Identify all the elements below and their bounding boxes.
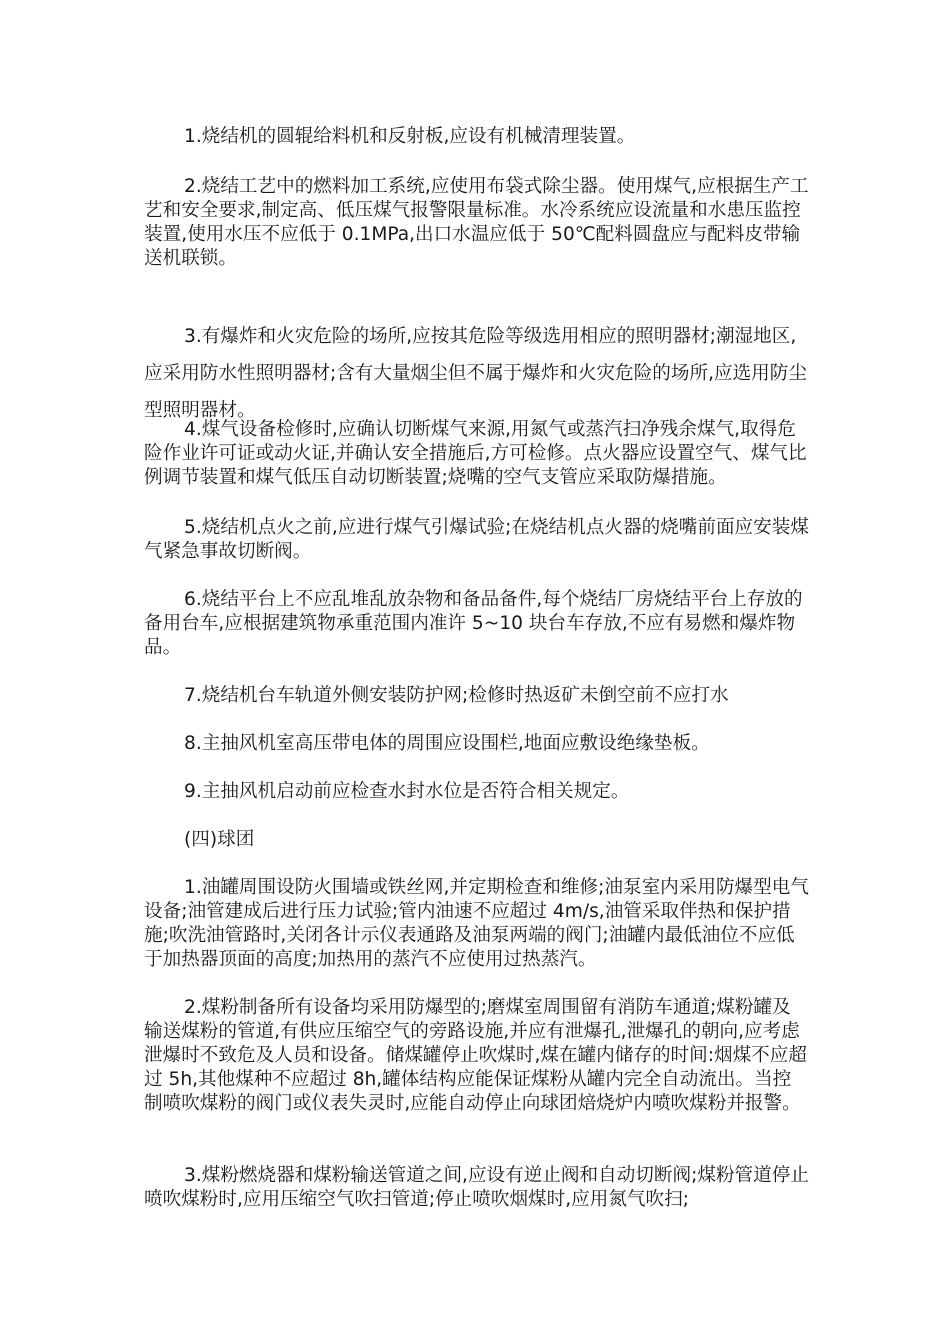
section-paragraph-3: 3.煤粉燃烧器和煤粉输送管道之间,应设有逆止阀和自动切断阀;煤粉管道停止喷吹煤粉时,应用压缩空气吹扫管道;停止喷吹烟煤时,应用氮气吹扫; xyxy=(144,1165,809,1210)
paragraph-4: 4.煤气设备检修时,应确认切断煤气来源,用氮气或蒸汽扫净残余煤气,取得危险作业许可证或动火证,并确认安全措施后,方可检修。点火器应设置空气、煤气比例调节装置和煤气低压自动切断装置;烧嘴的空气支管应采取防爆措施。 xyxy=(144,419,807,488)
paragraph-7: 7.烧结机台车轨道外侧安装防护网;检修时热返矿未倒空前不应打水 xyxy=(184,685,729,706)
paragraph-1: 1.烧结机的圆辊给料机和反射板,应设有机械清理装置。 xyxy=(184,126,636,147)
section-paragraph-1: 1.油罐周围设防火围墙或铁丝网,并定期检查和维修;油泵室内采用防爆型电气设备;油管建成后进行压力试验;管内油速不应超过 4m/s,油管采取伴热和保护措施;吹洗油管路时,关闭各计示仪表通路及油泵两端的阀门;油罐内最低油位不应低于加热器顶面的高度;加热用的蒸汽不应使用过热蒸汽。 xyxy=(144,877,809,970)
paragraph-5: 5.烧结机点火之前,应进行煤气引爆试验;在烧结机点火器的烧嘴前面应安装煤气紧急事故切断阀。 xyxy=(144,517,809,562)
paragraph-3: 3.有爆炸和火灾危险的场所,应按其危险等级选用相应的照明器材;潮湿地区,应采用防水性照明器材;含有大量烟尘但不属于爆炸和火灾危险的场所,应选用防尘型照明器材。 xyxy=(144,326,807,421)
paragraph-8: 8.主抽风机室高压带电体的周围应设围栏,地面应敷设绝缘垫板。 xyxy=(184,733,710,754)
paragraph-9: 9.主抽风机启动前应检查水封水位是否符合相关规定。 xyxy=(184,781,630,802)
paragraph-2: 2.烧结工艺中的燃料加工系统,应使用布袋式除尘器。使用煤气,应根据生产工艺和安全要求,制定高、低压煤气报警限量标准。水冷系统应设流量和水患压监控装置,使用水压不应低于 0.1MPa,出口水温应低于 50℃配料圆盘应与配料皮带输送机联锁。 xyxy=(144,176,809,269)
paragraph-6: 6.烧结平台上不应乱堆乱放杂物和备品备件,每个烧结厂房烧结平台上存放的备用台车,应根据建筑物承重范围内准许 5~10 块台车存放,不应有易燃和爆炸物品。 xyxy=(144,589,803,658)
section-heading: (四)球团 xyxy=(184,829,255,850)
section-paragraph-2: 2.煤粉制备所有设备均采用防爆型的;磨煤室周围留有消防车通道;煤粉罐及输送煤粉的管道,有供应压缩空气的旁路设施,并应有泄爆孔,泄爆孔的朝向,应考虑泄爆时不致危及人员和设备。储煤罐停止吹煤时,煤在罐内储存的时间:烟煤不应超过 5h,其他煤种不应超过 8h,罐体结构应能保证煤粉从罐内完全自动流出。当控制喷吹煤粉的阀门或仪表失灵时,应能自动停止向球团焙烧炉内喷吹煤粉并报警。 xyxy=(144,997,807,1114)
